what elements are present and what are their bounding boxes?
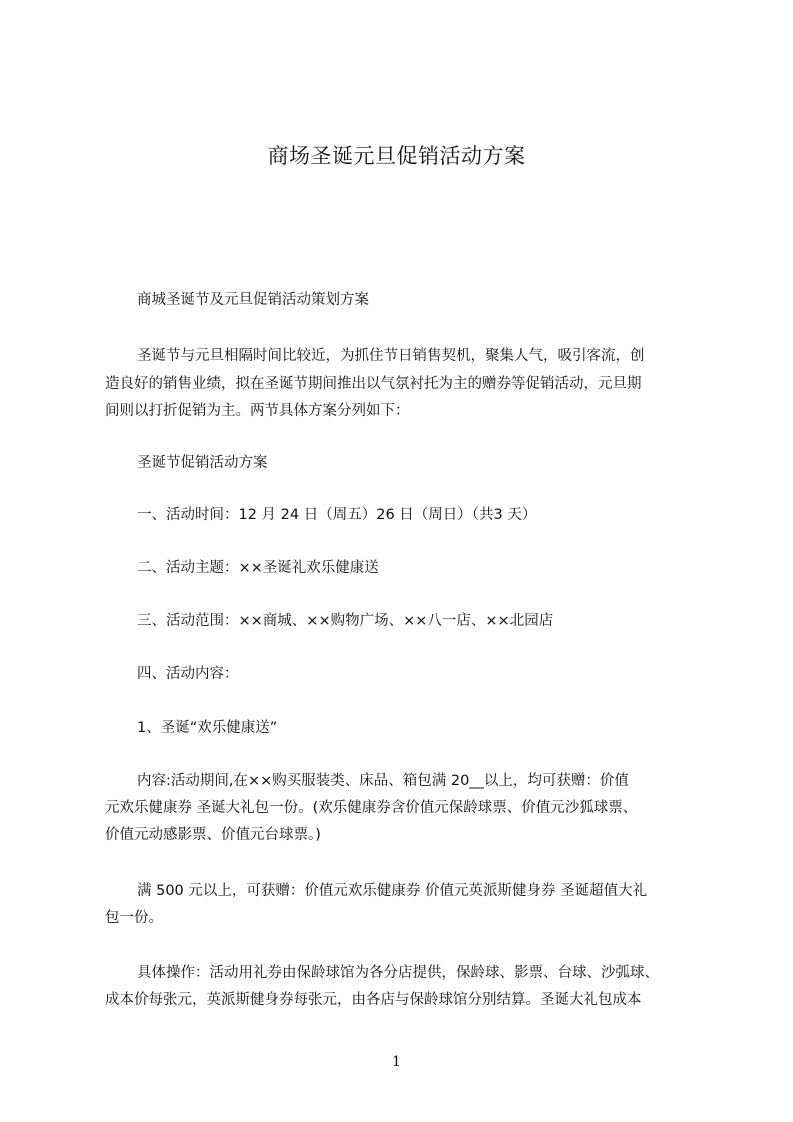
ops-line-2: 成本价每张元，英派斯健身券每张元，由各店与保龄球馆分别结算。圣诞大礼包成本	[105, 992, 642, 1008]
item-scope: 三、活动范围：××商城、××购物广场、××八一店、××北园店	[137, 613, 554, 629]
intro-line-3: 间则以打折促销为主。两节具体方案分列如下：	[105, 403, 410, 419]
content-line-1: 内容:活动期间,在××购买服装类、床品、箱包满 20__以上，均可获赠：价值	[137, 773, 629, 789]
para-500-line-1: 满 500 元以上，可获赠：价值元欢乐健康券 价值元英派斯健身券 圣诞超值大礼	[137, 883, 648, 899]
document-subtitle: 商城圣诞节及元旦促销活动策划方案	[137, 292, 369, 308]
item-content: 四、活动内容：	[137, 666, 239, 682]
item-time: 一、活动时间：12 月 24 日（周五）26 日（周日）（共3 天）	[137, 507, 537, 523]
ops-line-1: 具体操作：活动用礼券由保龄球馆为各分店提供，保龄球、影票、台球、沙弧球、	[137, 965, 659, 981]
para-500-line-2: 包一份。	[105, 910, 163, 926]
intro-line-1: 圣诞节与元旦相隔时间比较近，为抓住节日销售契机，聚集人气，吸引客流，创	[137, 348, 645, 364]
page-number: 1	[392, 1054, 401, 1070]
item-sub1: 1、圣诞“欢乐健康送”	[137, 720, 278, 736]
content-line-2: 元欢乐健康券 圣诞大礼包一份。(欢乐健康券含价值元保龄球票、价值元沙狐球票、	[105, 800, 638, 816]
section-heading: 圣诞节促销活动方案	[137, 455, 268, 471]
content-line-3: 价值元动感影票、价值元台球票。)	[105, 827, 321, 843]
document-title: 商场圣诞元旦促销活动方案	[267, 144, 526, 168]
intro-line-2: 造良好的销售业绩，拟在圣诞节期间推出以气氛衬托为主的赠券等促销活动，元旦期	[105, 376, 642, 392]
item-theme: 二、活动主题：××圣诞礼欢乐健康送	[137, 560, 379, 576]
